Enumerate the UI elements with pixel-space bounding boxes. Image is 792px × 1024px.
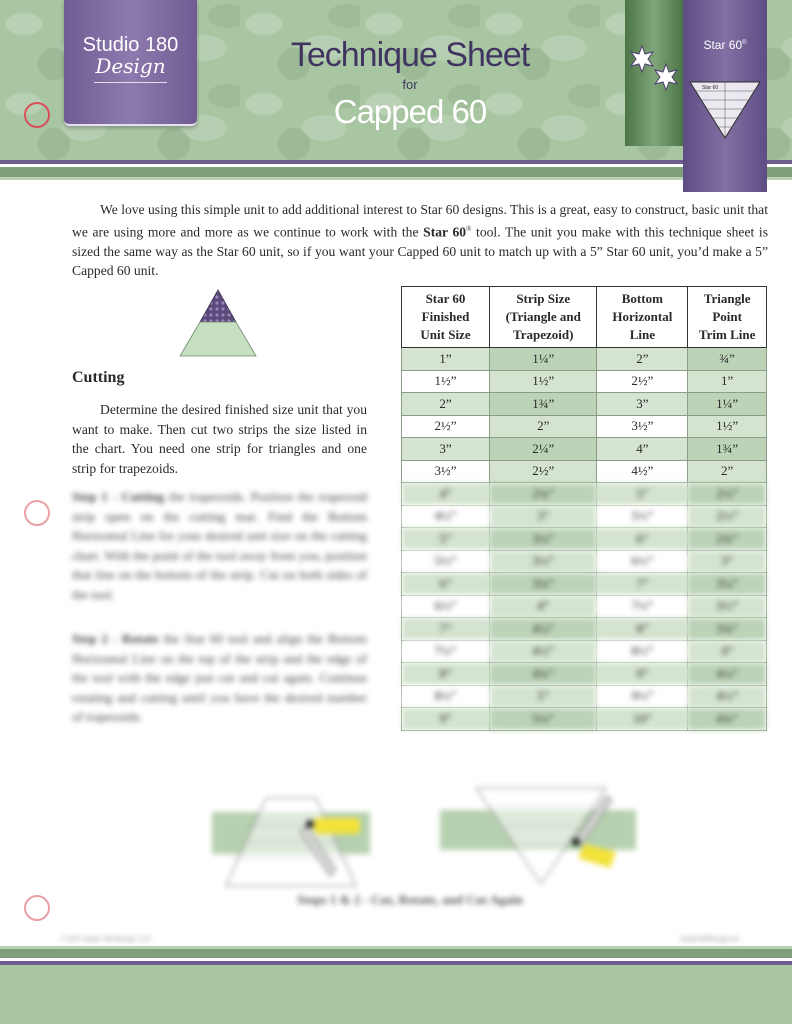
table-row	[402, 573, 767, 596]
logo-rule	[94, 82, 167, 83]
table-cell: 1½”	[490, 370, 597, 393]
table-cell: 5”	[490, 685, 597, 708]
table-row	[402, 550, 767, 573]
table-cell: 1¾”	[490, 393, 597, 416]
table-cell: 4½”	[402, 505, 490, 528]
table-cell: 8½”	[402, 685, 490, 708]
footer-divider	[0, 949, 792, 958]
table-cell: 8”	[402, 663, 490, 686]
table-cell: 1½”	[688, 415, 767, 438]
table-cell: 3”	[490, 505, 597, 528]
table-cell: 2”	[597, 348, 688, 371]
table-cell: 5¼”	[490, 708, 597, 731]
header-divider	[0, 177, 792, 180]
table-cell: 9½”	[597, 685, 688, 708]
table-cell: 2½”	[597, 370, 688, 393]
registration-mark	[24, 895, 50, 921]
table-cell: 2”	[688, 460, 767, 483]
table-row	[402, 595, 767, 618]
table-row	[402, 393, 767, 416]
table-cell: 7”	[597, 573, 688, 596]
cutting-chart	[401, 286, 767, 731]
table-row	[402, 505, 767, 528]
intro-paragraph: We love using this simple unit to add additional interest to Star 60 designs. This is a great, easy to construct, basic unit that we are using more and more as we continue to work with the Star 60® tool. The unit you make with this technique sheet is sized the same way as the Star 60 unit, so if you want your Capped 60 unit to match up with a 5” Star 60 unit, you’d make a 5” Capped 60 unit.	[72, 202, 768, 279]
column-header: Bottom Horizontal Line	[597, 287, 688, 348]
table-cell: 4”	[688, 640, 767, 663]
table-cell: 7”	[402, 618, 490, 641]
table-cell: 4”	[597, 438, 688, 461]
column-header: Triangle Point Trim Line	[688, 287, 767, 348]
table-row	[402, 685, 767, 708]
page-title-for: for	[402, 77, 418, 92]
table-cell: 3¾”	[490, 573, 597, 596]
page-title: Technique Sheet	[290, 36, 530, 74]
table-cell: 2½”	[402, 415, 490, 438]
table-cell: 6½”	[597, 550, 688, 573]
table-cell: 1¼”	[688, 393, 767, 416]
table-cell: 4½”	[490, 640, 597, 663]
logo-banner	[64, 0, 197, 126]
table-row	[402, 528, 767, 551]
table-cell: 2½”	[688, 505, 767, 528]
chart-body	[402, 348, 767, 731]
step-1: Step 1 - Cutting the trapezoids. Position the trapezoid strip open on the cutting mat. Find the Bottom Horizontal Line for your desired unit size on the cutting chart. With the point of the tool away from you, position that line on the bottom of the strip. Cut on both sides of the tool.	[72, 489, 367, 602]
table-cell: ¾”	[688, 348, 767, 371]
table-cell: 7½”	[597, 595, 688, 618]
table-row	[402, 438, 767, 461]
table-cell: 9”	[597, 663, 688, 686]
website-text: Studio180Design.net	[680, 935, 739, 943]
table-cell: 1¾”	[688, 438, 767, 461]
table-row	[402, 415, 767, 438]
step-2: Step 2 - Rotate the Star 60 tool and align the Bottom Horizontal Line on the top of the strip and the edge of the tool with the edge just cut and cut again. Continue rotating and cutting until you have the desired number of trapezoids.	[72, 631, 367, 725]
table-cell: 1”	[402, 348, 490, 371]
table-cell: 8½”	[597, 640, 688, 663]
column-header: Star 60 Finished Unit Size	[402, 287, 490, 348]
star-icons	[628, 44, 684, 94]
table-cell: 2¼”	[490, 438, 597, 461]
logo-text: Studio 180	[82, 34, 179, 56]
rotate-step-image	[436, 786, 636, 886]
star-icon	[631, 46, 653, 72]
table-cell: 6”	[402, 573, 490, 596]
cutting-step-image	[206, 796, 376, 891]
column-header: Strip Size (Triangle and Trapezoid)	[490, 287, 597, 348]
table-cell: 4½”	[688, 685, 767, 708]
table-cell: 5½”	[402, 550, 490, 573]
registration-mark	[24, 500, 50, 526]
table-cell: 4¾”	[688, 708, 767, 731]
footer-background	[0, 965, 792, 1024]
star-icon	[655, 64, 677, 90]
table-cell: 2”	[490, 415, 597, 438]
table-cell: 3¼”	[688, 573, 767, 596]
table-cell: 1”	[688, 370, 767, 393]
table-cell: 3”	[402, 438, 490, 461]
table-cell: 5”	[597, 483, 688, 506]
logo-script: Design	[95, 54, 166, 78]
table-row	[402, 483, 767, 506]
table-cell: 5”	[402, 528, 490, 551]
table-cell: 4¼”	[688, 663, 767, 686]
table-cell: 4¾”	[490, 663, 597, 686]
table-cell: 3”	[597, 393, 688, 416]
table-cell: 4¼”	[490, 618, 597, 641]
table-row	[402, 348, 767, 371]
star60-tool-icon	[688, 78, 762, 140]
table-cell: 3¾”	[688, 618, 767, 641]
registration-mark	[24, 102, 50, 128]
table-row	[402, 708, 767, 731]
table-row	[402, 460, 767, 483]
table-cell: 1¼”	[490, 348, 597, 371]
table-cell: 7½”	[402, 640, 490, 663]
table-row	[402, 618, 767, 641]
table-cell: 3”	[688, 550, 767, 573]
table-cell: 2”	[402, 393, 490, 416]
table-cell: 8”	[597, 618, 688, 641]
tool-label: Star 60	[702, 85, 719, 91]
table-cell: 9”	[402, 708, 490, 731]
table-cell: 3½”	[402, 460, 490, 483]
table-cell: 4”	[490, 595, 597, 618]
table-cell: 3½”	[490, 550, 597, 573]
table-cell: 4½”	[597, 460, 688, 483]
table-cell: 2¾”	[490, 483, 597, 506]
table-cell: 3¼”	[490, 528, 597, 551]
table-cell: 10”	[597, 708, 688, 731]
product-label: Star 60®	[703, 38, 747, 52]
table-cell: 6”	[597, 528, 688, 551]
page-subtitle: Capped 60	[333, 93, 487, 130]
table-cell: 2¼”	[688, 483, 767, 506]
header-divider	[0, 167, 792, 177]
cutting-paragraph: Determine the desired finished size unit that you want to make. Then cut two strips the size listed in the chart. You need one strip for triangles and one strip for trapezoids.	[72, 402, 367, 476]
table-cell: 5½”	[597, 505, 688, 528]
table-row	[402, 370, 767, 393]
cutting-heading: Cutting	[72, 369, 125, 386]
copyright-text: © 2015 Studio 180 Design, LLC	[60, 935, 152, 943]
capped60-unit-image	[178, 288, 258, 358]
table-row	[402, 663, 767, 686]
table-cell: 3½”	[688, 595, 767, 618]
table-row	[402, 640, 767, 663]
table-cell: 6½”	[402, 595, 490, 618]
table-cell: 1½”	[402, 370, 490, 393]
figure-caption: Steps 1 & 2 - Cut, Rotate, and Cut Again	[297, 892, 523, 907]
tool-name: Star 60	[423, 224, 467, 240]
table-cell: 4”	[402, 483, 490, 506]
table-cell: 3½”	[597, 415, 688, 438]
table-cell: 2¾”	[688, 528, 767, 551]
table-cell: 2½”	[490, 460, 597, 483]
